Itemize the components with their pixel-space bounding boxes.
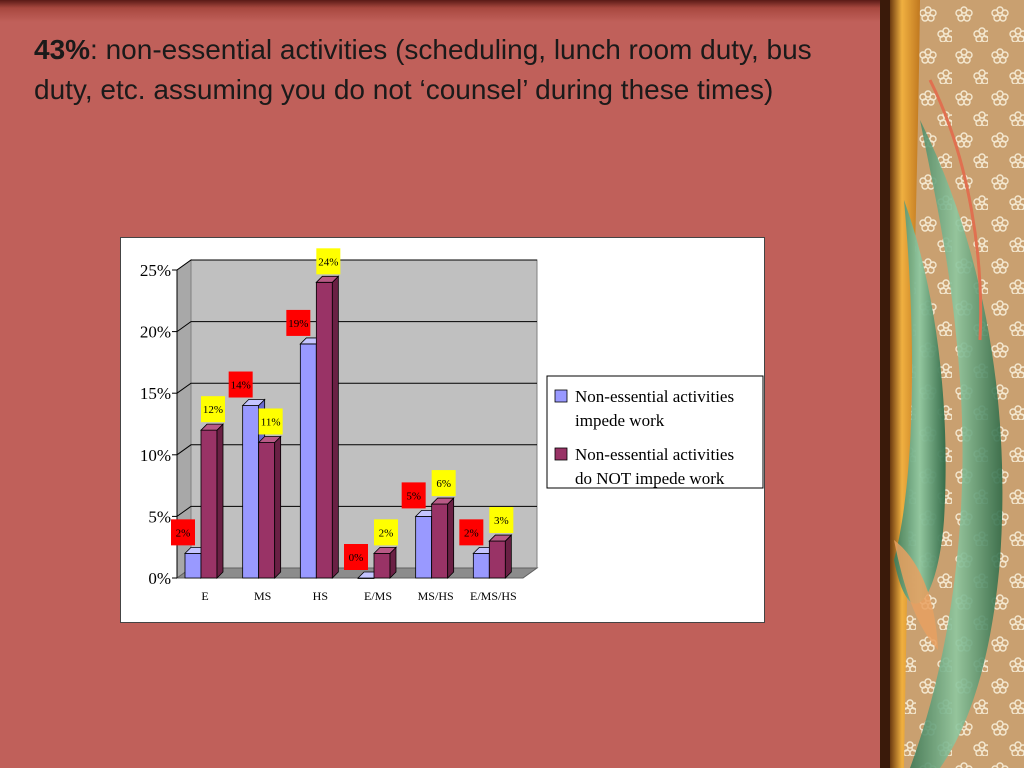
title-text: : non-essential activities (scheduling, lunch room duty, bus duty, etc. assuming you do not ‘counsel’ during these times) xyxy=(34,34,812,105)
legend-label-line2: impede work xyxy=(575,411,665,430)
bar-front-2 xyxy=(432,504,448,578)
x-tick-label: MS xyxy=(253,589,272,603)
x-tick-label: MS/HS xyxy=(417,589,454,603)
legend-swatch-2 xyxy=(555,448,567,460)
bar-side-2 xyxy=(505,535,511,578)
data-label: 0% xyxy=(348,552,364,564)
bar-front-2 xyxy=(316,282,332,578)
slide-title xyxy=(34,30,854,110)
data-label: 2% xyxy=(175,527,191,540)
y-tick-label: 15% xyxy=(139,384,171,404)
title-percentage: 43% xyxy=(34,34,91,65)
chart-container xyxy=(120,237,765,623)
bar-side-2 xyxy=(217,424,223,578)
y-tick-label: 10% xyxy=(139,445,171,465)
legend-label-line1: Non-essential activities xyxy=(575,387,735,406)
bar-side-2 xyxy=(275,436,281,578)
data-label: 12% xyxy=(202,404,224,417)
y-tick-label: 25% xyxy=(139,261,171,280)
bar-side-2 xyxy=(448,498,454,578)
bar-front-2 xyxy=(374,553,390,578)
legend-swatch-1 xyxy=(555,390,567,402)
y-tick-label: 5% xyxy=(148,507,171,527)
data-label: 6% xyxy=(436,478,452,491)
bar-front-1 xyxy=(416,516,432,578)
decorative-floral-strip xyxy=(880,0,1024,768)
x-tick-label: HS xyxy=(312,589,329,603)
data-label: 11% xyxy=(260,416,281,429)
data-label: 2% xyxy=(378,527,394,540)
bar-front-1 xyxy=(473,553,489,578)
bar-chart xyxy=(121,238,766,624)
bar-front-2 xyxy=(259,442,275,578)
bar-side-2 xyxy=(332,276,338,578)
data-label: 2% xyxy=(463,527,479,540)
data-label: 14% xyxy=(230,379,251,392)
bar-front-1 xyxy=(185,553,201,578)
bar-front-1 xyxy=(243,406,259,578)
y-tick-label: 20% xyxy=(139,322,171,342)
data-label: 3% xyxy=(493,515,509,528)
y-tick-label: 0% xyxy=(148,569,171,588)
x-tick-label: E/MS/HS xyxy=(469,589,517,603)
legend-label-line1: Non-essential activities xyxy=(575,445,735,464)
bar-front-2 xyxy=(201,430,217,578)
x-tick-label: E/MS xyxy=(363,589,393,603)
data-label: 19% xyxy=(288,317,309,330)
bar-front-2 xyxy=(489,541,505,578)
legend-label-line2: do NOT impede work xyxy=(575,469,725,488)
x-tick-label: E xyxy=(201,589,209,603)
bar-front-1 xyxy=(300,344,316,578)
data-label: 24% xyxy=(318,256,339,269)
data-label: 5% xyxy=(406,490,422,503)
